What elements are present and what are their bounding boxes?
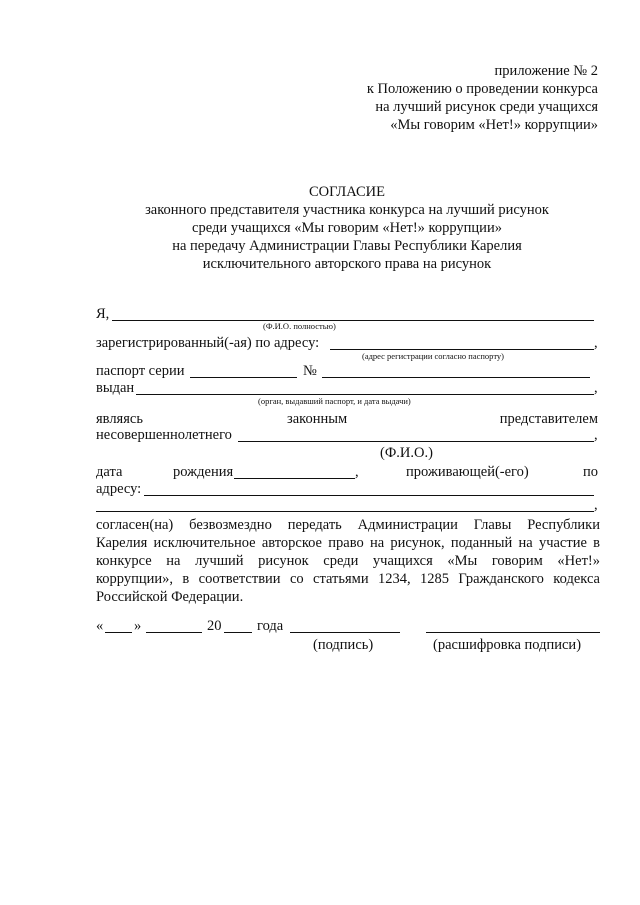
consent-line-5: Российской Федерации. — [96, 589, 244, 605]
issued-label: выдан — [96, 380, 135, 396]
birth-date-word-1: дата — [96, 464, 123, 480]
i-label: Я, — [96, 306, 110, 322]
signature-hint: (подпись) — [313, 637, 374, 653]
decryption-line[interactable] — [426, 632, 600, 633]
address-label: адресу: — [96, 481, 142, 497]
issued-hint: (орган, выдавший паспорт, и дата выдачи) — [258, 396, 411, 406]
title-line-4: исключительного авторского права на рисунок — [202, 256, 492, 272]
year-line[interactable] — [224, 632, 252, 633]
minor-label: несовершеннолетнего — [96, 427, 232, 443]
appendix-number: приложение № 2 — [494, 63, 598, 79]
address-comma: , — [594, 335, 598, 351]
at-label: по — [582, 464, 598, 480]
appendix-line-2: к Положению о проведении конкурса — [366, 81, 598, 97]
fio-full-hint: (Ф.И.О. полностью) — [263, 321, 336, 331]
residence-comma: , — [594, 497, 598, 513]
signature-line[interactable] — [290, 632, 400, 633]
consent-line-4: коррупции», в соответствии со статьями 1234, 1285 Гражданского кодекса — [96, 571, 600, 587]
address-line[interactable] — [330, 349, 594, 350]
issued-line[interactable] — [136, 394, 594, 395]
birth-date-line[interactable] — [234, 478, 355, 479]
year-prefix: 20 — [207, 618, 222, 634]
address-hint: (адрес регистрации согласно паспорту) — [362, 351, 505, 361]
residence-address-line[interactable] — [144, 495, 594, 496]
year-suffix: года — [257, 618, 284, 634]
residing-label: проживающей(-его) — [406, 464, 529, 480]
consent-line-3: конкурсе на лучший рисунок среди учащихся «Мы говорим «Нет!» — [96, 553, 600, 569]
residence-address-line-2[interactable] — [96, 511, 594, 512]
being-word-2: законным — [287, 411, 348, 427]
consent-line-1: согласен(на) безвозмездно передать Администрации Главы Республики — [96, 517, 600, 533]
document-title: СОГЛАСИЕ — [308, 184, 386, 200]
registered-label: зарегистрированный(-ая) по адресу: — [96, 335, 320, 351]
passport-series-line[interactable] — [190, 377, 297, 378]
consent-line-2: Карелия исключительное авторское право на рисунок, поданный на участие в — [96, 535, 600, 551]
title-line-2: среди учащихся «Мы говорим «Нет!» коррупции» — [192, 220, 502, 236]
decryption-hint: (расшифровка подписи) — [433, 637, 582, 653]
number-label: № — [303, 363, 317, 379]
title-line-1: законного представителя участника конкурса на лучший рисунок — [145, 202, 549, 218]
date-close-quote: » — [134, 618, 142, 634]
date-open-quote: « — [96, 618, 104, 634]
minor-fio-line[interactable] — [238, 441, 594, 442]
month-line[interactable] — [146, 632, 202, 633]
title-line-3: на передачу Администрации Главы Республики Карелия — [172, 238, 522, 254]
birth-date-comma: , — [355, 464, 359, 480]
issued-comma: , — [594, 380, 598, 396]
appendix-line-4: «Мы говорим «Нет!» коррупции» — [390, 117, 598, 133]
minor-comma: , — [594, 427, 598, 443]
being-word-1: являясь — [96, 411, 143, 427]
fio-hint: (Ф.И.О.) — [380, 445, 433, 461]
fio-full-line[interactable] — [112, 320, 594, 321]
passport-series-label: паспорт серии — [96, 363, 185, 379]
passport-number-line[interactable] — [322, 377, 590, 378]
appendix-line-3: на лучший рисунок среди учащихся — [375, 99, 598, 115]
being-word-3: представителем — [499, 411, 598, 427]
birth-date-word-2: рождения — [173, 464, 234, 480]
day-line[interactable] — [105, 632, 132, 633]
